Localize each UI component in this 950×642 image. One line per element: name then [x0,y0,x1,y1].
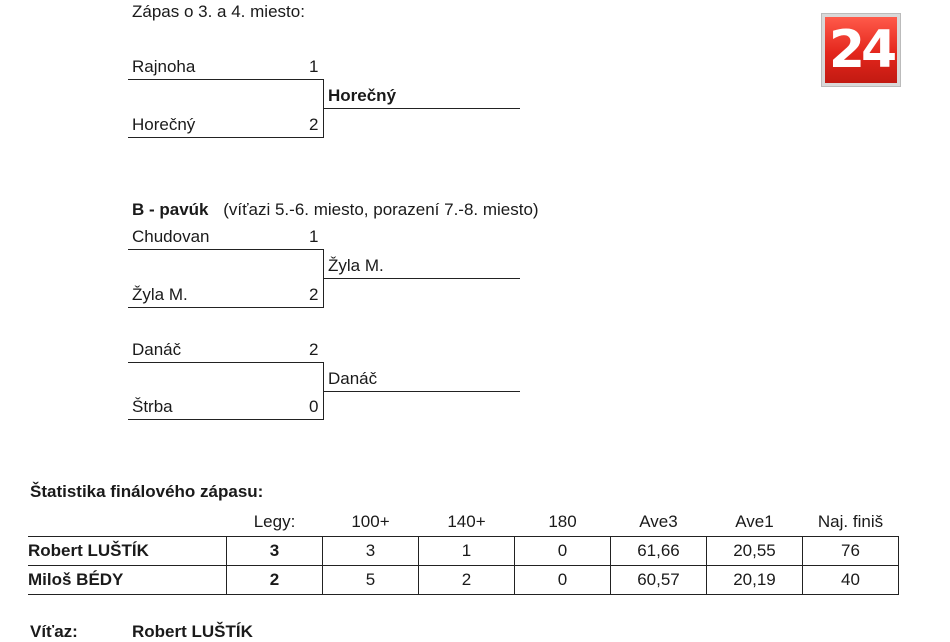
bracket-winner: Žyla M. [328,256,384,275]
bracket-line [128,79,324,80]
stats-header-row [28,508,899,537]
col-header: Ave1 [735,512,774,531]
bracket-score: 1 [309,227,319,246]
bracket-line [128,362,324,363]
stat-cell: 0 [515,537,611,566]
bracket-line [128,307,324,308]
col-header: Legy: [253,512,296,531]
stat-cell: 60,57 [611,566,707,595]
player-name: Robert LUŠTÍK [28,537,227,566]
b-bracket-heading [132,200,539,220]
winner-label: Víťaz: [30,622,78,641]
bracket-line [128,419,324,420]
bracket-winner: Danáč [328,369,378,388]
stat-cell: 1 [419,537,515,566]
col-header: 180 [548,512,577,531]
col-header: 140+ [447,512,486,531]
player-name: Miloš BÉDY [28,566,227,595]
bracket-player: Horečný [132,115,196,134]
stat-cell: 40 [803,566,899,595]
stat-cell: 20,19 [707,566,803,595]
stat-cell: 20,55 [707,537,803,566]
winner-name: Robert LUŠTÍK [132,622,253,641]
col-header: Naj. finiš [817,512,884,531]
bracket-line [323,108,520,109]
b-bracket-note: (víťazi 5.-6. miesto, porazení 7.-8. miesto) [223,200,539,219]
bracket-player: Chudovan [132,227,210,246]
logo-24: 24 [822,14,900,86]
bracket-score: 0 [309,397,319,416]
bracket-score: 2 [309,115,319,134]
bracket-score: 2 [309,340,319,359]
third-place-heading: Zápas o 3. a 4. miesto: [132,2,305,21]
stat-cell: 5 [323,566,419,595]
table-row [28,566,899,595]
stats-table [28,508,899,595]
bracket-line [323,278,520,279]
bracket-line [128,137,324,138]
stat-cell: 2 [419,566,515,595]
stat-cell: 2 [227,566,323,595]
b-bracket-title: B - pavúk [132,200,209,219]
table-row [28,537,899,566]
stats-heading: Štatistika finálového zápasu: [30,482,264,501]
bracket-winner: Horečný [328,86,397,105]
stat-cell: 3 [323,537,419,566]
bracket-player: Danáč [132,340,182,359]
bracket-player: Žyla M. [132,285,188,304]
stat-cell: 76 [803,537,899,566]
stat-cell: 61,66 [611,537,707,566]
bracket-line [323,391,520,392]
col-header: Ave3 [639,512,678,531]
bracket-score: 2 [309,285,319,304]
col-header: 100+ [351,512,390,531]
bracket-score: 1 [309,57,319,76]
bracket-line [128,249,324,250]
stat-cell: 3 [227,537,323,566]
bracket-player: Štrba [132,397,173,416]
stats-corner [28,508,227,537]
bracket-player: Rajnoha [132,57,196,76]
stat-cell: 0 [515,566,611,595]
